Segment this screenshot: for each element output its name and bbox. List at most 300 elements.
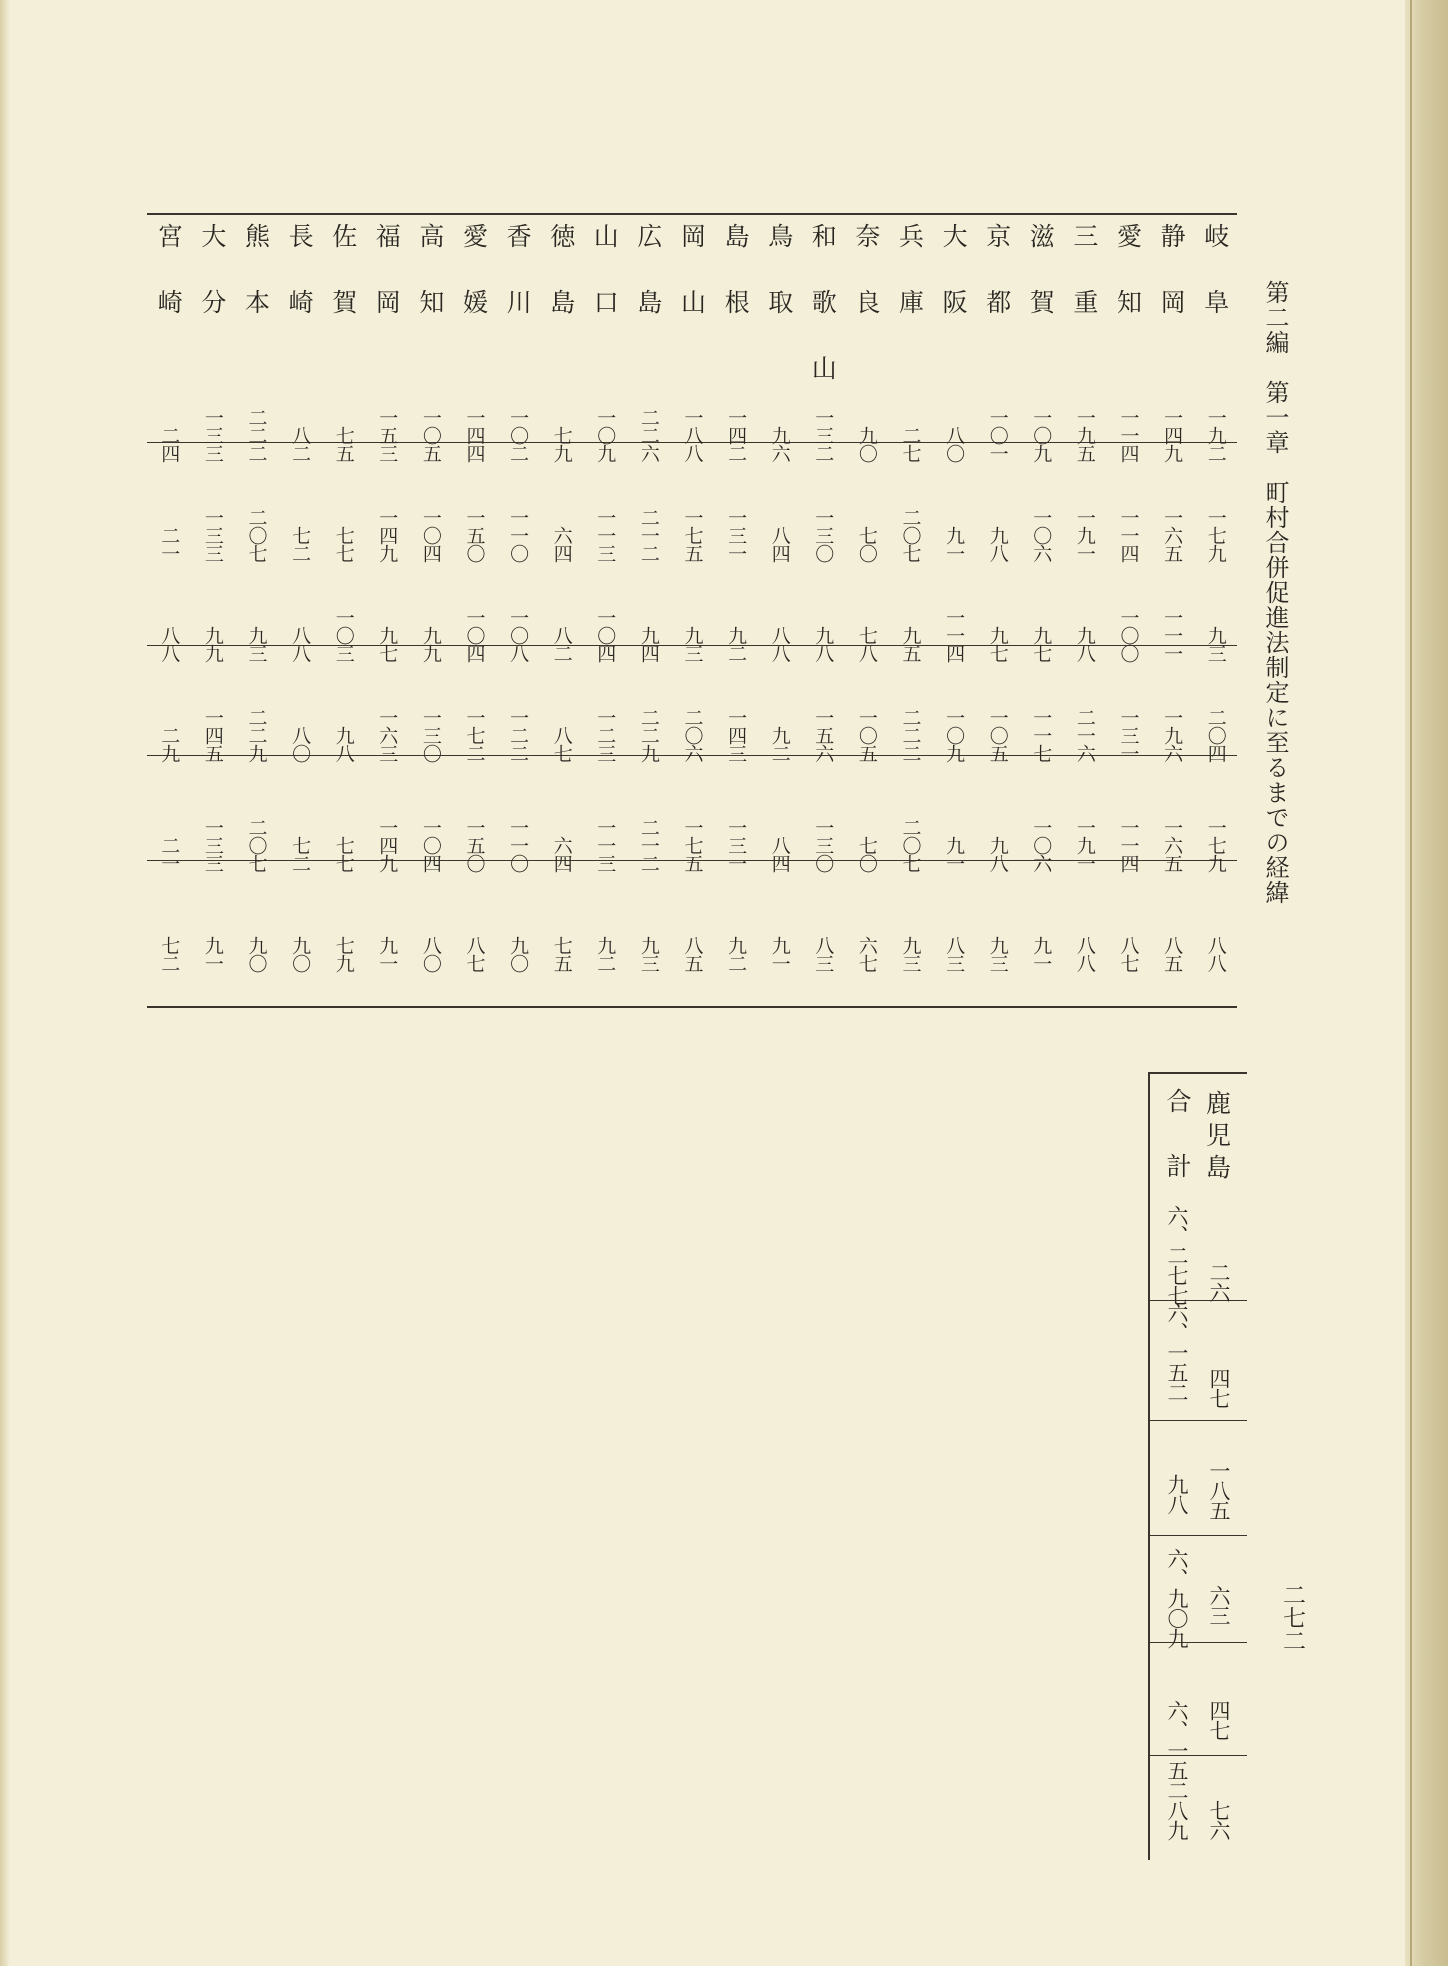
prefecture-name-text: 愛知 [1113, 223, 1143, 355]
table-value: 一三三 [201, 818, 224, 872]
prefecture-name [409, 223, 453, 355]
table-value: 八八 [289, 626, 312, 662]
table-cell [321, 670, 365, 762]
table-value: 二六 [1207, 1262, 1231, 1302]
table-value: 二一 [158, 836, 181, 872]
table-value: 一三三 [201, 408, 224, 462]
prefecture-name-text: 奈良 [851, 223, 881, 355]
table-cell [888, 880, 932, 972]
table-cell [801, 370, 845, 462]
table-cell [801, 670, 845, 762]
table-value: 九八 [812, 626, 835, 662]
prefecture-name-text: 滋賀 [1026, 223, 1056, 355]
table-value: 八五 [681, 936, 704, 972]
table-cell [496, 470, 540, 562]
table-value: 九一 [943, 526, 966, 562]
table-cell [627, 670, 671, 762]
table-cell [845, 570, 889, 662]
table-value: 八四 [768, 526, 791, 562]
table-cell [1150, 470, 1194, 562]
table-value: 一〇六 [1030, 818, 1053, 872]
table-cell [278, 880, 322, 972]
table-value: 八二 [289, 426, 312, 462]
table-value: 九八 [986, 526, 1009, 562]
table-cell [1063, 670, 1107, 762]
prefecture-name-text: 島根 [721, 223, 751, 355]
table-cell [932, 670, 976, 762]
total-value: 八九 [1165, 1800, 1189, 1840]
table-value: 七〇 [855, 526, 878, 562]
table-cell [539, 780, 583, 872]
prefecture-name-text: 大分 [197, 223, 227, 355]
table-cell [627, 570, 671, 662]
table-cell [278, 570, 322, 662]
prefecture-name-text: 香川 [503, 223, 533, 355]
table-value: 九二 [768, 726, 791, 762]
table-value: 一三一 [1117, 708, 1140, 762]
table-cell [801, 780, 845, 872]
table-value: 八三 [812, 936, 835, 972]
prefecture-name [191, 223, 235, 355]
continuation-band-rule [1148, 1755, 1247, 1756]
table-cell [191, 880, 235, 972]
table-cell [1150, 880, 1194, 972]
table-cell [583, 470, 627, 562]
prefecture-name [714, 223, 758, 355]
table-cell [627, 880, 671, 972]
table-value: 九八 [986, 836, 1009, 872]
table-value: 二二二 [899, 708, 922, 762]
table-cell [714, 570, 758, 662]
table-cell [191, 670, 235, 762]
table-cell [975, 370, 1019, 462]
table-value: 一四九 [376, 508, 399, 562]
table-value: 一一四 [943, 608, 966, 662]
table-value: 七八 [855, 626, 878, 662]
table-cell [1063, 470, 1107, 562]
table-value: 九七 [986, 626, 1009, 662]
table-cell [191, 570, 235, 662]
table-cell [1193, 780, 1237, 872]
table-value: 九六 [768, 426, 791, 462]
table-value: 九一 [1030, 936, 1053, 972]
table-cell [1150, 670, 1194, 762]
table-value: 八二 [550, 626, 573, 662]
table-cell [932, 470, 976, 562]
table-cell [1019, 780, 1063, 872]
table-value: 九八 [332, 726, 355, 762]
table-cell [539, 570, 583, 662]
table-value: 九一 [201, 936, 224, 972]
table-value: 六四 [550, 526, 573, 562]
table-cell [583, 370, 627, 462]
prefecture-name [888, 223, 932, 355]
table-value: 二七 [899, 426, 922, 462]
table-value: 一〇四 [463, 608, 486, 662]
table-cell [278, 670, 322, 762]
table-cell [234, 370, 278, 462]
prefecture-name [539, 223, 583, 355]
table-value: 八八 [158, 626, 181, 662]
table-value: 九三 [245, 626, 268, 662]
prefecture-name-text: 愛媛 [459, 223, 489, 355]
continuation-band-rule [1148, 1300, 1247, 1301]
table-cell [365, 880, 409, 972]
table-cell [365, 370, 409, 462]
table-cell [321, 880, 365, 972]
table-value: 一〇〇 [1117, 608, 1140, 662]
table-cell [409, 780, 453, 872]
table-cell [234, 470, 278, 562]
prefecture-name-text: 静岡 [1157, 223, 1187, 355]
table-value: 九三 [637, 936, 660, 972]
table-value: 一一〇 [507, 818, 530, 872]
table-cell [278, 780, 322, 872]
prefecture-name-text: 鹿児島 [1202, 1090, 1232, 1186]
table-cell [365, 670, 409, 762]
table-cell [583, 780, 627, 872]
table-value: 九〇 [245, 936, 268, 972]
table-value: 八七 [550, 726, 573, 762]
table-cell [975, 570, 1019, 662]
prefecture-name-text: 和歌山 [808, 223, 838, 421]
table-value: 九〇 [855, 426, 878, 462]
table-cell [757, 370, 801, 462]
table-value: 一一四 [1117, 818, 1140, 872]
table-cell [845, 370, 889, 462]
table-cell [1106, 780, 1150, 872]
table-value: 九二 [725, 626, 748, 662]
table-cell [627, 370, 671, 462]
table-cell [496, 880, 540, 972]
table-value: 一八八 [681, 408, 704, 462]
table-cell [714, 470, 758, 562]
table-value: 八八 [1204, 936, 1227, 972]
total-label: 合計 [1163, 1088, 1192, 1218]
table-value: 一九一 [1073, 508, 1096, 562]
continuation-top-rule [1148, 1072, 1247, 1074]
table-value: 一〇一 [986, 408, 1009, 462]
table-value: 二〇七 [245, 818, 268, 872]
table-value: 六三 [1207, 1585, 1231, 1625]
table-cell [496, 370, 540, 462]
table-cell [147, 780, 191, 872]
table-cell [888, 780, 932, 872]
table-value: 二一二 [637, 508, 660, 562]
table-cell [888, 670, 932, 762]
table-cell [670, 370, 714, 462]
table-value: 一一〇 [507, 508, 530, 562]
table-value: 一七二 [463, 708, 486, 762]
table-cell [278, 470, 322, 562]
page-edge-line [1410, 0, 1412, 1966]
table-cell [932, 780, 976, 872]
table-value: 七二 [289, 836, 312, 872]
table-value: 一四九 [376, 818, 399, 872]
table-value: 一三二 [812, 408, 835, 462]
prefecture-name-text: 佐賀 [328, 223, 358, 355]
table-value: 二〇七 [899, 508, 922, 562]
table-value: 九三 [899, 936, 922, 972]
table-value: 一五三 [376, 408, 399, 462]
table-value: 一〇五 [419, 408, 442, 462]
table-cell [670, 470, 714, 562]
table-cell [975, 780, 1019, 872]
table-value: 二九 [158, 726, 181, 762]
table-cell [147, 880, 191, 972]
table-value: 一六五 [1161, 508, 1184, 562]
table-value: 一七九 [1204, 508, 1227, 562]
prefecture-name [583, 223, 627, 355]
table-cell [583, 570, 627, 662]
table-cell [234, 670, 278, 762]
table-value: 一二二 [507, 708, 530, 762]
table-cell [1019, 470, 1063, 562]
table-cell [409, 470, 453, 562]
table-value: 一七九 [1204, 818, 1227, 872]
total-value: 六、一五二 [1165, 1700, 1189, 1800]
table-value: 一〇二 [507, 408, 530, 462]
table-cell [1019, 880, 1063, 972]
table-cell [1106, 570, 1150, 662]
table-value: 九三 [1204, 626, 1227, 662]
table-cell [1106, 470, 1150, 562]
prefecture-name [452, 223, 496, 355]
table-cell [583, 880, 627, 972]
table-cell [539, 370, 583, 462]
prefecture-name [975, 223, 1019, 355]
table-value: 一四九 [1161, 408, 1184, 462]
table-value: 一六五 [1161, 818, 1184, 872]
prefecture-name [1195, 1090, 1239, 1186]
table-value: 一〇五 [986, 708, 1009, 762]
table-value: 八八 [768, 626, 791, 662]
table-value: 一〇八 [507, 608, 530, 662]
table-value: 一一七 [1030, 708, 1053, 762]
table-cell [1193, 670, 1237, 762]
table-value: 七五 [550, 936, 573, 972]
table-value: 九〇 [507, 936, 530, 972]
table-cell [757, 670, 801, 762]
prefecture-name-text: 大阪 [939, 223, 969, 355]
table-value: 九二 [594, 936, 617, 972]
table-top-rule [147, 213, 1237, 215]
table-value: 一一三 [594, 508, 617, 562]
total-value: 六、一五二 [1165, 1302, 1189, 1402]
table-cell [932, 570, 976, 662]
table-cell [365, 780, 409, 872]
table-cell [539, 670, 583, 762]
table-cell [409, 570, 453, 662]
table-value: 一一四 [1117, 408, 1140, 462]
total-value: 九八 [1165, 1474, 1189, 1514]
table-value: 九一 [768, 936, 791, 972]
table-value: 一四三 [725, 708, 748, 762]
prefecture-name [932, 223, 976, 355]
table-value: 一三一 [725, 818, 748, 872]
table-cell [321, 570, 365, 662]
prefecture-name-text: 広島 [633, 223, 663, 355]
prefecture-name [757, 223, 801, 355]
table-cell [191, 370, 235, 462]
prefecture-name [147, 223, 191, 355]
table-value: 一六三 [376, 708, 399, 762]
table-value: 八〇 [419, 936, 442, 972]
table-cell [1019, 570, 1063, 662]
table-cell [452, 370, 496, 462]
table-cell [757, 570, 801, 662]
table-value: 七九 [332, 936, 355, 972]
prefecture-name [1106, 223, 1150, 355]
table-value: 八七 [1117, 936, 1140, 972]
prefecture-name-text: 岡山 [677, 223, 707, 355]
table-cell [845, 780, 889, 872]
prefecture-name [845, 223, 889, 355]
table-cell [234, 780, 278, 872]
table-bottom-rule [147, 1006, 1237, 1008]
table-cell [496, 570, 540, 662]
table-value: 一三〇 [812, 818, 835, 872]
table-value: 四七 [1207, 1368, 1231, 1408]
table-value: 二四 [158, 426, 181, 462]
table-cell [1150, 570, 1194, 662]
table-cell [452, 780, 496, 872]
table-cell [888, 570, 932, 662]
table-value: 一〇六 [1030, 508, 1053, 562]
table-value: 一一一 [1161, 608, 1184, 662]
table-value: 二〇七 [899, 818, 922, 872]
table-cell [409, 370, 453, 462]
table-value: 七七 [332, 526, 355, 562]
table-cell [1063, 780, 1107, 872]
table-value: 九九 [419, 626, 442, 662]
table-value: 八五 [1161, 936, 1184, 972]
table-value: 二二六 [637, 408, 660, 462]
table-cell [1193, 570, 1237, 662]
continuation-left-rule [1148, 1072, 1150, 1860]
table-cell [321, 370, 365, 462]
table-value: 四七 [1207, 1700, 1231, 1740]
continuation-band-rule [1148, 1642, 1247, 1643]
table-value: 一九五 [1073, 408, 1096, 462]
table-value: 一三〇 [812, 508, 835, 562]
table-value: 二一二 [637, 818, 660, 872]
table-cell [1193, 470, 1237, 562]
table-cell [1019, 370, 1063, 462]
table-value: 八三 [943, 936, 966, 972]
table-value: 八〇 [943, 426, 966, 462]
table-cell [845, 470, 889, 562]
table-cell [147, 670, 191, 762]
prefecture-name [1019, 223, 1063, 355]
table-value: 一七五 [681, 508, 704, 562]
table-cell [147, 470, 191, 562]
prefecture-name-text: 長崎 [285, 223, 315, 355]
table-value: 二一六 [1073, 708, 1096, 762]
table-value: 九七 [1030, 626, 1053, 662]
table-value: 一二三 [594, 708, 617, 762]
table-cell [670, 780, 714, 872]
table-cell [191, 470, 235, 562]
table-cell [1106, 370, 1150, 462]
table-value: 九九 [201, 626, 224, 662]
prefecture-name-text: 山口 [590, 223, 620, 355]
table-cell [321, 470, 365, 562]
table-value: 一三三 [201, 508, 224, 562]
table-value: 一九二 [1204, 408, 1227, 462]
table-value: 八八 [1073, 936, 1096, 972]
table-value: 二一 [158, 526, 181, 562]
table-cell [1063, 880, 1107, 972]
table-cell [409, 670, 453, 762]
table-value: 一一三 [594, 818, 617, 872]
prefecture-name-text: 岐阜 [1200, 223, 1230, 355]
prefecture-name [234, 223, 278, 355]
table-cell [1193, 370, 1237, 462]
table-value: 一四二 [725, 408, 748, 462]
table-cell [714, 780, 758, 872]
table-value: 一〇九 [943, 708, 966, 762]
prefecture-name [670, 223, 714, 355]
table-value: 一三〇 [419, 708, 442, 762]
table-cell [539, 880, 583, 972]
table-value: 一〇三 [332, 608, 355, 662]
table-value: 二〇四 [1204, 708, 1227, 762]
prefecture-name-text: 三重 [1069, 223, 1099, 355]
table-value: 一〇四 [594, 608, 617, 662]
table-value: 九一 [376, 936, 399, 972]
table-value: 一八五 [1207, 1460, 1231, 1520]
table-cell [147, 370, 191, 462]
table-value: 二〇六 [681, 708, 704, 762]
table-cell [801, 470, 845, 562]
table-value: 八七 [463, 936, 486, 972]
prefecture-name [496, 223, 540, 355]
table-cell [234, 880, 278, 972]
table-cell [975, 880, 1019, 972]
table-cell [1106, 880, 1150, 972]
table-cell [409, 880, 453, 972]
table-cell [539, 470, 583, 562]
table-value: 一一四 [1117, 508, 1140, 562]
prefecture-name-text: 高知 [415, 223, 445, 355]
table-cell [1019, 670, 1063, 762]
table-value: 二二九 [637, 708, 660, 762]
table-cell [496, 780, 540, 872]
table-cell [452, 880, 496, 972]
table-value: 七五 [332, 426, 355, 462]
table-cell [670, 880, 714, 972]
table-cell [714, 370, 758, 462]
prefecture-name-text: 福岡 [372, 223, 402, 355]
table-cell [1063, 570, 1107, 662]
table-value: 二二九 [245, 708, 268, 762]
table-cell [278, 370, 322, 462]
table-cell [583, 670, 627, 762]
table-cell [670, 670, 714, 762]
table-cell [1193, 880, 1237, 972]
table-cell [757, 780, 801, 872]
running-head: 第二編 第一章 町村合併促進法制定に至るまでの経緯 [1261, 280, 1289, 905]
table-value: 七九 [550, 426, 573, 462]
table-value: 六七 [855, 936, 878, 972]
table-value: 一七五 [681, 818, 704, 872]
table-value: 一五〇 [463, 818, 486, 872]
prefecture-name [1193, 223, 1237, 355]
table-cell [888, 470, 932, 562]
table-value: 九一 [943, 836, 966, 872]
total-value: 六、二七七 [1165, 1205, 1189, 1305]
